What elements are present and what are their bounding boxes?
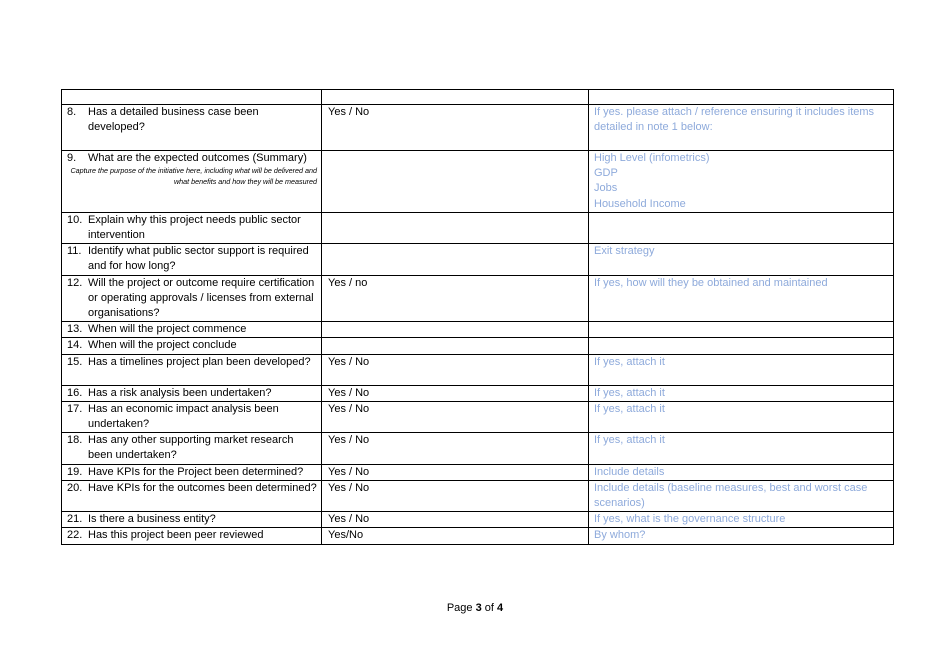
answer-cell[interactable] [322,212,589,243]
question-number: 22. [67,529,83,542]
notes-cell[interactable] [589,275,894,322]
question [62,481,321,496]
answer-text: Yes/No [328,529,364,542]
guidance-line: Include details (baseline measures, best and worst case scenarios) [594,481,868,510]
question [62,355,321,370]
answer-text: Yes / No [328,106,370,118]
table-header-row [62,90,894,105]
guidance-line: If yes, attach it [594,355,665,368]
question-cell [62,354,322,385]
question-cell [62,151,322,213]
notes-cell[interactable] [589,512,894,528]
guidance-line: Jobs [594,182,618,195]
question-cell [62,244,322,275]
question [62,338,321,353]
question-number: 18. [67,434,83,447]
notes-cell[interactable] [589,105,894,151]
table-row [62,464,894,480]
question-text: Has a risk analysis been undertaken? [88,386,272,399]
question-cell [62,105,322,151]
notes-cell[interactable] [589,528,894,544]
question-number: 15. [67,355,83,368]
guidance-line: If yes, attach it [594,386,665,399]
question [62,151,321,166]
guidance-line: GDP [594,167,618,180]
question [62,512,321,527]
table-row [62,275,894,322]
question-number: 11. [67,245,82,258]
guidance-note [589,276,893,291]
question-cell [62,322,322,338]
answer-cell[interactable] [322,401,589,432]
question-text: Identify what public sector support is required and for how long? [88,245,309,273]
question-text: Have KPIs for the outcomes been determined? [88,481,317,494]
question-cell [62,480,322,511]
notes-cell[interactable] [589,433,894,464]
guidance-note [589,386,893,401]
notes-cell[interactable] [589,385,894,401]
notes-cell[interactable] [589,401,894,432]
notes-cell[interactable] [589,244,894,275]
question-number: 20. [67,481,83,494]
question-number: 13. [67,323,83,336]
question-cell [62,512,322,528]
table-row [62,528,894,544]
question-text: What are the expected outcomes (Summary) [88,152,307,164]
question-text: Has this project been peer reviewed [88,529,264,542]
page-label: Page [446,602,473,614]
question-cell [62,275,322,322]
guidance-line: If yes, how will they be obtained and maintained [594,276,828,289]
table-row [62,322,894,338]
table-row [62,480,894,511]
page-footer [0,602,950,614]
answer-cell[interactable] [322,322,589,338]
answer-cell[interactable] [322,480,589,511]
question-text: When will the project commence [88,323,247,336]
table-row [62,433,894,464]
answer-text: Yes / No [328,513,370,526]
table-row [62,151,894,213]
answer-cell[interactable] [322,105,589,151]
table-row [62,212,894,243]
guidance-note [589,465,893,480]
header-cell-question [62,90,322,105]
guidance-line: If yes, attach it [594,434,665,447]
guidance-line: If yes. please attach / reference ensuring it includes items detailed in note 1 below: [594,106,875,134]
notes-cell[interactable] [589,212,894,243]
answer-text: Yes / No [328,481,370,494]
guidance-line: By whom? [594,529,646,542]
question-text: Has an economic impact analysis been undertaken? [88,402,279,431]
question-text: Is there a business entity? [88,513,216,526]
guidance-note [589,244,893,259]
question-number: 9. [67,152,77,164]
question-number: 14. [67,339,83,352]
answer-text: Yes / No [328,386,370,399]
question-cell [62,338,322,354]
guidance-line: Include details [594,465,665,478]
question-cell [62,212,322,243]
answer-text: Yes / no [328,276,368,289]
answer-text: Yes / No [328,465,370,478]
question-number: 8. [67,106,77,118]
total-page-number: 4 [497,602,504,614]
header-cell-notes [589,90,894,105]
guidance-note [589,512,893,527]
notes-cell[interactable] [589,151,894,213]
question [62,386,321,401]
guidance-note [589,528,893,543]
question-text: Has a detailed business case been developed? [88,106,259,134]
notes-cell[interactable] [589,464,894,480]
question-text: Has any other supporting market research been undertaken? [88,434,294,462]
question [62,402,321,432]
table-row [62,338,894,354]
answer-cell[interactable] [322,244,589,275]
answer-cell[interactable] [322,338,589,354]
question [62,465,321,480]
answer-text: Yes / No [328,355,370,368]
question [62,322,321,337]
notes-cell[interactable] [589,480,894,511]
question-text: Will the project or outcome require certification or operating approvals / licenses from external organisations? [88,276,315,320]
answer-cell[interactable] [322,275,589,322]
guidance-note [589,402,893,417]
answer-cell[interactable] [322,464,589,480]
question-text: Explain why this project needs public sector intervention [88,213,301,242]
notes-cell[interactable] [589,338,894,354]
question-number: 10. [67,213,83,226]
question [62,213,321,243]
notes-cell[interactable] [589,354,894,385]
question-number: 16. [67,386,83,399]
guidance-line: Household Income [594,197,686,210]
question-number: 21. [67,513,83,526]
question-number: 12. [67,276,83,289]
question [62,105,321,135]
guidance-line: If yes, attach it [594,402,665,415]
answer-cell[interactable] [322,512,589,528]
guidance-note [589,433,893,448]
guidance-note [589,105,893,135]
current-page-number: 3 [475,602,482,614]
questionnaire-table [61,89,894,545]
notes-cell[interactable] [589,322,894,338]
question-text: Have KPIs for the Project been determined? [88,465,304,478]
question-cell [62,385,322,401]
answer-cell[interactable] [322,151,589,213]
question-number: 17. [67,402,83,415]
table-row [62,244,894,275]
answer-cell[interactable] [322,354,589,385]
table-row [62,512,894,528]
answer-text: Yes / No [328,402,370,415]
question [62,244,321,274]
table-row [62,105,894,151]
header-cell-answer [322,90,589,105]
question-instruction: Capture the purpose of the initiative here, including what will be delivered and what benefits and how they will be measured [70,166,317,186]
question-cell [62,464,322,480]
question-cell [62,433,322,464]
guidance-line: If yes, what is the governance structure [594,513,786,526]
guidance-line: Exit strategy [594,245,655,258]
table-row [62,354,894,385]
guidance-note [589,151,893,212]
question [62,276,321,322]
question-cell [62,401,322,432]
guidance-note [589,355,893,370]
question-cell [62,528,322,544]
question [62,528,321,543]
guidance-note [589,481,893,511]
question-text: When will the project conclude [88,339,237,352]
table-row [62,401,894,432]
answer-text: Yes / No [328,434,370,447]
question [62,433,321,463]
answer-cell[interactable] [322,528,589,544]
answer-cell[interactable] [322,385,589,401]
question-number: 19. [67,465,83,478]
page-of-label: of [484,602,494,614]
question-text: Has a timelines project plan been developed? [88,355,311,368]
table-row [62,385,894,401]
guidance-line: High Level (infometrics) [594,152,710,164]
answer-cell[interactable] [322,433,589,464]
